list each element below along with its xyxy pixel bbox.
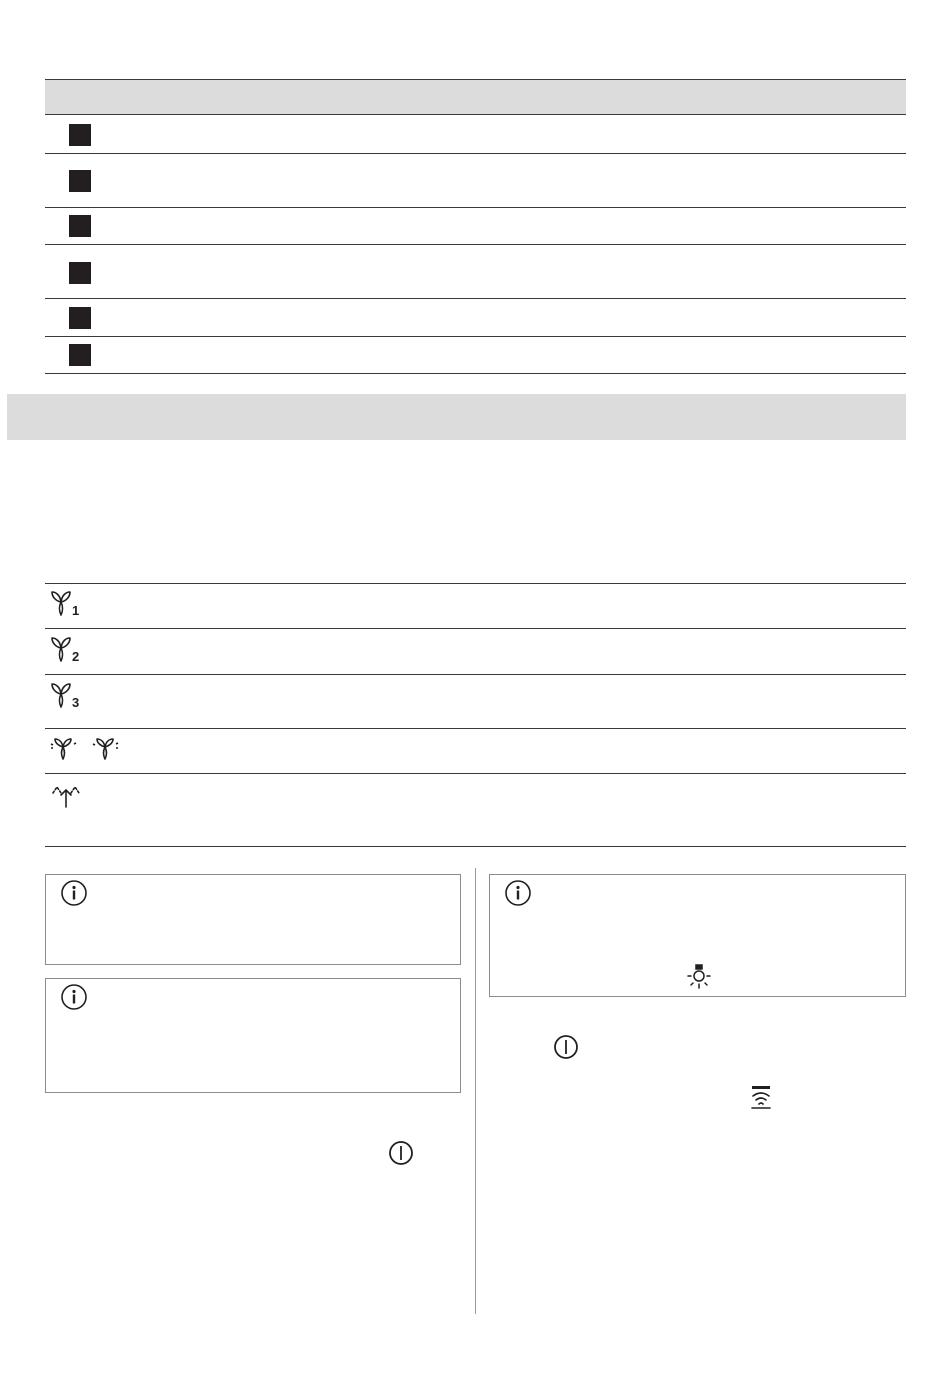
section-heading-band [7, 394, 906, 440]
table-bottom-rule [45, 373, 906, 374]
table-row-divider [45, 336, 906, 337]
table-row-divider [45, 674, 906, 675]
fan-boost-icon [92, 736, 120, 762]
fan-boost-icon [50, 736, 78, 762]
info-icon [504, 879, 532, 907]
table-row-marker [69, 262, 91, 284]
table-row-divider [45, 773, 906, 774]
info-note [489, 874, 906, 997]
top-table-header-band [45, 79, 906, 115]
light-icon [685, 963, 713, 991]
svg-text:1: 1 [72, 603, 80, 618]
table-row-marker [69, 344, 91, 366]
table-row-marker [69, 124, 91, 146]
fan-speed-3-icon [50, 681, 84, 711]
table-row-divider [45, 628, 906, 629]
hob-to-hood-connection-icon [749, 1084, 773, 1110]
info-icon [60, 983, 88, 1011]
info-note [45, 978, 461, 1093]
fan-speed-2-icon [50, 635, 84, 665]
table-row-divider [45, 153, 906, 154]
column-divider [475, 868, 476, 1314]
fan-speed-1-icon [50, 589, 84, 619]
table-row-divider [45, 298, 906, 299]
table-row-divider [45, 207, 906, 208]
svg-text:2: 2 [72, 649, 80, 664]
power-icon [388, 1140, 414, 1166]
power-icon [553, 1034, 579, 1060]
table-row-divider [45, 244, 906, 245]
icon-table-top-rule [45, 583, 906, 584]
info-icon [60, 879, 88, 907]
table-row-marker [69, 307, 91, 329]
table-row-marker [69, 215, 91, 237]
icon-table-bottom-rule [45, 846, 906, 847]
svg-text:3: 3 [72, 695, 80, 710]
table-row-divider [45, 728, 906, 729]
info-note [45, 874, 461, 965]
table-row-marker [69, 170, 91, 192]
auto-extraction-icon [50, 781, 84, 809]
